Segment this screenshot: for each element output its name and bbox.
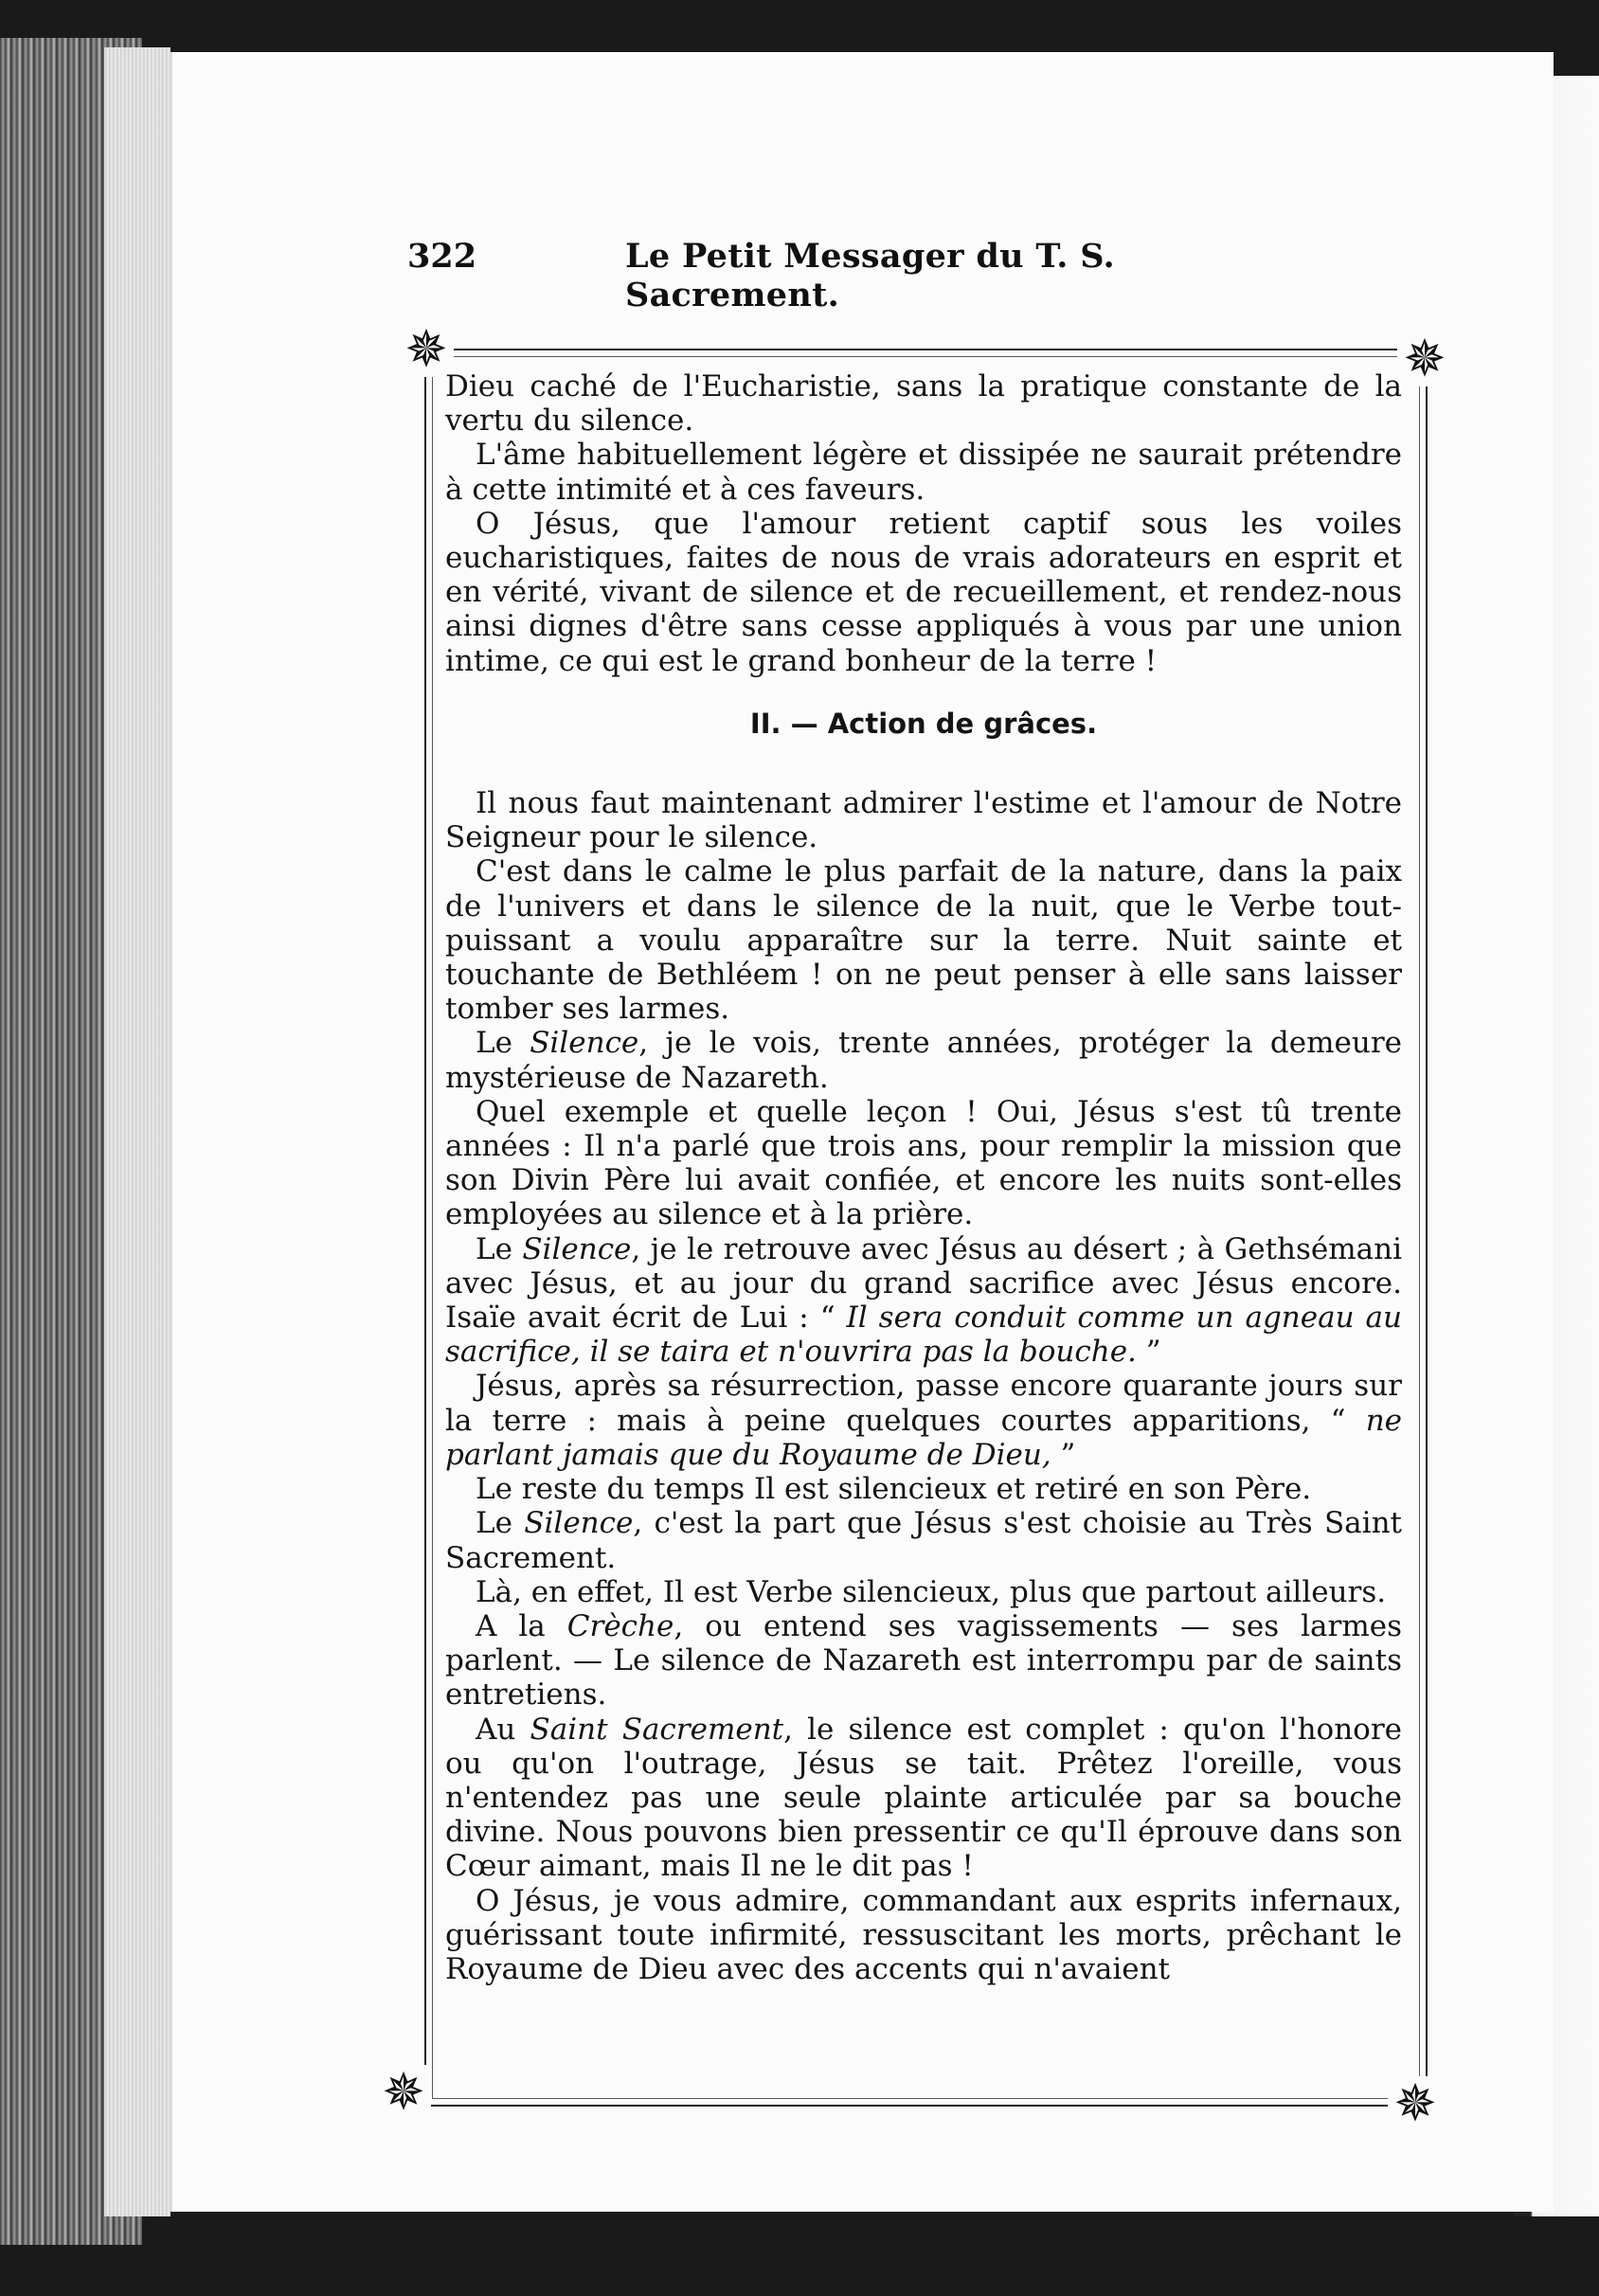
- paragraph: O Jésus, que l'amour retient captif sous les voiles eucharistiques, faites de nous de vrais adorateurs en esprit et en vérité, vivant de silence et de recueillement, et rendez-nous ainsi dignes d'être sans cesse appliqués à vous par une union intime, ce qui est le grand bonheur de la terre !: [445, 506, 1402, 678]
- paragraph: Dieu caché de l'Eucharistie, sans la pratique constante de la vertu du silence.: [445, 369, 1402, 439]
- paragraph: Quel exemple et quelle leçon ! Oui, Jésus s'est tû trente années : Il n'a parlé que trois ans, pour remplir la mission que son Divin Père lui avait confiée, et encore les nuits sont-elles employées au silence et à la prière.: [445, 1094, 1402, 1232]
- italic-term: Saint Sacrement: [530, 1712, 784, 1747]
- italic-quote: ne parlant jamais que du Royaume de Dieu,: [445, 1403, 1402, 1472]
- paragraph: Le reste du temps Il est silencieux et retiré en son Père.: [476, 1472, 1312, 1507]
- paragraph: L'âme habituellement légère et dissipée ne saurait prétendre à cette intimité et à ces faveurs.: [445, 438, 1402, 507]
- paragraph: Le Silence, je le retrouve avec Jésus au désert ; à Gethsémani avec Jésus, et au jour du grand sacrifice avec Jésus encore. Isaïe avait écrit de Lui : “ Il sera conduit comme un agneau au sacrifice, il se taira et n'ouvrira pas la bouche. ”: [445, 1231, 1402, 1370]
- italic-quote: Il sera conduit comme un agneau au sacrifice, il se taira et n'ouvrira pas la bouche.: [445, 1300, 1402, 1370]
- paragraph: O Jésus, je vous admire, commandant aux esprits infernaux, guérissant toute infirmité, ressuscitant les morts, prêchant le Royaume de Dieu avec des accents qui n'avaient: [445, 1883, 1402, 1986]
- paragraph: Jésus, après sa résurrection, passe encore quarante jours sur la terre : mais à peine quelques courtes apparitions, “ ne parlant jamais que du Royaume de Dieu, ”: [445, 1369, 1402, 1472]
- corner-ornament-icon: ✵: [399, 322, 454, 377]
- page-number: 322: [407, 237, 477, 276]
- running-title: Le Petit Messager du T. S. Sacrement.: [625, 237, 1116, 314]
- italic-term: Crèche: [566, 1608, 674, 1643]
- italic-term: Silence: [522, 1231, 632, 1266]
- italic-term: Silence: [530, 1026, 639, 1061]
- corner-ornament-icon: ✵: [1397, 332, 1452, 386]
- body-text: [445, 369, 1402, 1986]
- paragraph: Il nous faut maintenant admirer l'estime et l'amour de Notre Seigneur pour le silence.: [445, 786, 1402, 855]
- paragraph: Le Silence, je le vois, trente années, protéger la demeure mystérieuse de Nazareth.: [445, 1026, 1402, 1095]
- paragraph: Le Silence, c'est la part que Jésus s'est choisie au Très Saint Sacrement.: [445, 1506, 1403, 1575]
- paragraph: A la Crèche, ou entend ses vagissements — ses larmes parlent. — Le silence de Nazareth est interrompu par de saints entretiens.: [445, 1608, 1402, 1713]
- book-page-stack: [104, 47, 171, 2216]
- italic-term: Silence: [524, 1506, 634, 1541]
- paragraph: Au Saint Sacrement, le silence est complet : qu'on l'honore ou qu'on l'outrage, Jésus se tait. Prêtez l'oreille, vous n'entendez pas une seule plainte articulée par sa bouche divine. Nous pouvons bien pressentir ce qu'Il éprouve dans son Cœur aimant, mais Il ne le dit pas !: [445, 1712, 1402, 1884]
- corner-ornament-icon: ✵: [376, 2065, 431, 2120]
- corner-ornament-icon: ✵: [1388, 2076, 1443, 2131]
- section-heading: II. — Action de grâces.: [749, 707, 1098, 740]
- page-header: [407, 237, 1260, 314]
- paragraph: C'est dans le calme le plus parfait de la nature, dans la paix de l'univers et dans le silence de la nuit, que le Verbe tout-puissant a voulu apparaître sur la terre. Nuit sainte et touchante de Bethléem ! on ne peut penser à elle sans laisser tomber ses larmes.: [445, 854, 1402, 1027]
- paragraph: Là, en effet, Il est Verbe silencieux, plus que partout ailleurs.: [476, 1574, 1387, 1609]
